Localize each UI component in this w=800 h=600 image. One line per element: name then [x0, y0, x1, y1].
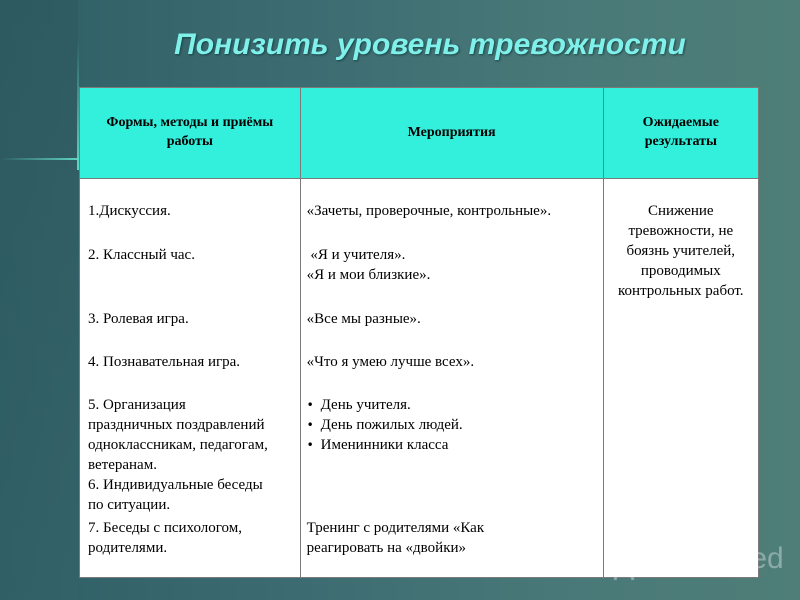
- left-decor-panel: [0, 0, 78, 600]
- slide-title: Понизить уровень тревожности: [174, 28, 686, 61]
- decor-horizontal-line: [0, 158, 80, 160]
- event-item: «Я и мои близкие».: [306, 267, 431, 283]
- method-item: родителями.: [88, 540, 168, 556]
- method-item: ветеранам.: [88, 457, 157, 473]
- watermark-logo: [607, 536, 784, 586]
- method-item: по ситуации.: [88, 497, 171, 513]
- header-methods: Формы, методы и приёмы работы: [80, 88, 301, 179]
- event-item-text: День учителя.: [320, 397, 411, 413]
- plan-table: [79, 87, 759, 578]
- method-item: 3. Ролевая игра.: [88, 311, 189, 327]
- method-item: 1.Дискуссия.: [88, 203, 171, 219]
- event-bullet-item: [307, 435, 449, 455]
- bullet-icon: •: [306, 418, 314, 432]
- results-cell: [603, 179, 758, 578]
- table-body-row: [80, 179, 759, 578]
- expected-result-text: Снижение тревожности, не боязнь учителей, проводимых контрольных работ.: [618, 203, 744, 299]
- event-bullet-item: [307, 415, 463, 435]
- method-item: праздничных поздравлений: [88, 417, 265, 433]
- methods-cell: [80, 179, 301, 578]
- event-item: Тренинг с родителями «Как: [306, 520, 485, 536]
- method-item: 2. Классный час.: [88, 247, 195, 263]
- method-item: 4. Познавательная игра.: [88, 354, 241, 370]
- method-item: одноклассникам, педагогам,: [88, 437, 268, 453]
- event-item: «Все мы разные».: [306, 311, 421, 327]
- event-item: «Зачеты, проверочные, контрольные».: [306, 203, 552, 219]
- table-header-row: [80, 88, 759, 179]
- event-item: «Я и учителя».: [306, 247, 406, 263]
- event-item-text: Именинники класса: [320, 437, 449, 453]
- events-cell: [300, 179, 603, 578]
- header-results: Ожидаемые результаты: [603, 88, 758, 179]
- event-item-text: День пожилых людей.: [320, 417, 463, 433]
- bullet-icon: •: [306, 398, 314, 412]
- method-item: 7. Беседы с психологом,: [88, 520, 242, 536]
- method-item: 6. Индивидуальные беседы: [88, 477, 263, 493]
- method-item: 5. Организация: [88, 397, 186, 413]
- header-events: Мероприятия: [300, 88, 603, 179]
- watermark-text: MyShared: [647, 542, 784, 575]
- event-item: «Что я умею лучше всех».: [306, 354, 475, 370]
- event-bullet-item: [307, 395, 411, 415]
- bullet-icon: •: [306, 438, 314, 452]
- event-item: реагировать на «двойки»: [306, 540, 467, 556]
- presentation-board-icon: [607, 538, 643, 582]
